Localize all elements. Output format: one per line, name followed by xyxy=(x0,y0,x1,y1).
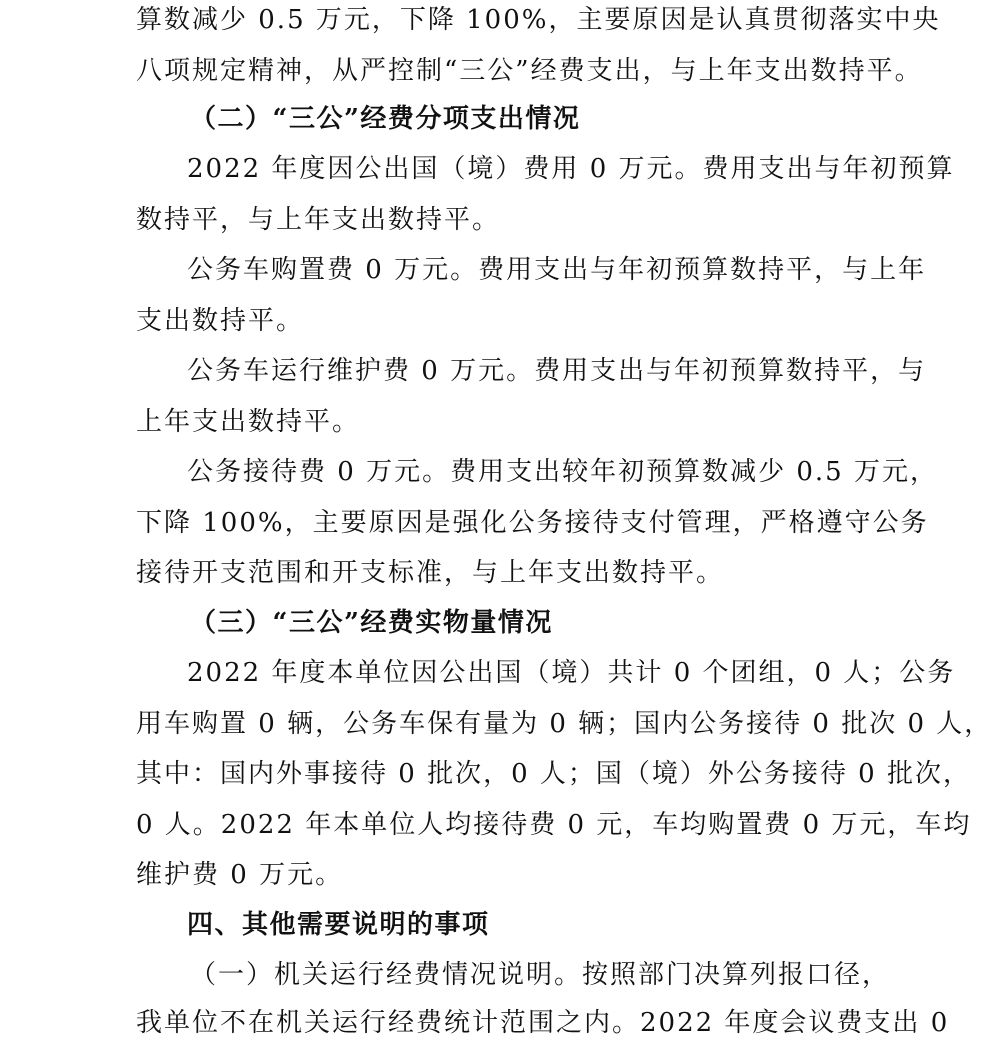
paragraph-line: 八项规定精神，从严控制“三公”经费支出，与上年支出数持平。 xyxy=(136,56,923,86)
paragraph-line: 用车购置 0 辆，公务车保有量为 0 辆；国内公务接待 0 批次 0 人， xyxy=(136,709,993,739)
paragraph-line: 2022 年度本单位因公出国（境）共计 0 个团组，0 人；公务 xyxy=(187,658,956,688)
paragraph-line: 支出数持平。 xyxy=(136,306,305,336)
paragraph-line: 公务接待费 0 万元。费用支出较年初预算数减少 0.5 万元， xyxy=(187,457,938,487)
section-subheading: （二）“三公”经费分项支出情况 xyxy=(190,104,581,134)
paragraph-line: 下降 100%，主要原因是强化公务接待支付管理，严格遵守公务 xyxy=(136,508,929,538)
paragraph-line: 数持平，与上年支出数持平。 xyxy=(136,205,501,235)
paragraph-line: 维护费 0 万元。 xyxy=(136,860,344,890)
paragraph-line: 算数减少 0.5 万元，下降 100%，主要原因是认真贯彻落实中央 xyxy=(136,5,941,35)
paragraph-line: 我单位不在机关运行经费统计范围之内。2022 年度会议费支出 0 xyxy=(136,1008,950,1038)
section-heading: 四、其他需要说明的事项 xyxy=(187,910,490,940)
paragraph-line: 上年支出数持平。 xyxy=(136,407,361,437)
paragraph-line: 2022 年度因公出国（境）费用 0 万元。费用支出与年初预算 xyxy=(187,154,955,184)
paragraph-line: 其中：国内外事接待 0 批次，0 人；国（境）外公务接待 0 批次， xyxy=(136,759,971,789)
paragraph-line: 0 人。2022 年本单位人均接待费 0 元，车均购置费 0 万元，车均 xyxy=(136,810,972,840)
paragraph-line: （一）机关运行经费情况说明。按照部门决算列报口径， xyxy=(190,960,891,990)
paragraph-line: 公务车购置费 0 万元。费用支出与年初预算数持平，与上年 xyxy=(187,255,927,285)
paragraph-line: 公务车运行维护费 0 万元。费用支出与年初预算数持平，与 xyxy=(187,356,927,386)
paragraph-line: 接待开支范围和开支标准，与上年支出数持平。 xyxy=(136,558,725,588)
section-subheading: （三）“三公”经费实物量情况 xyxy=(190,608,553,638)
